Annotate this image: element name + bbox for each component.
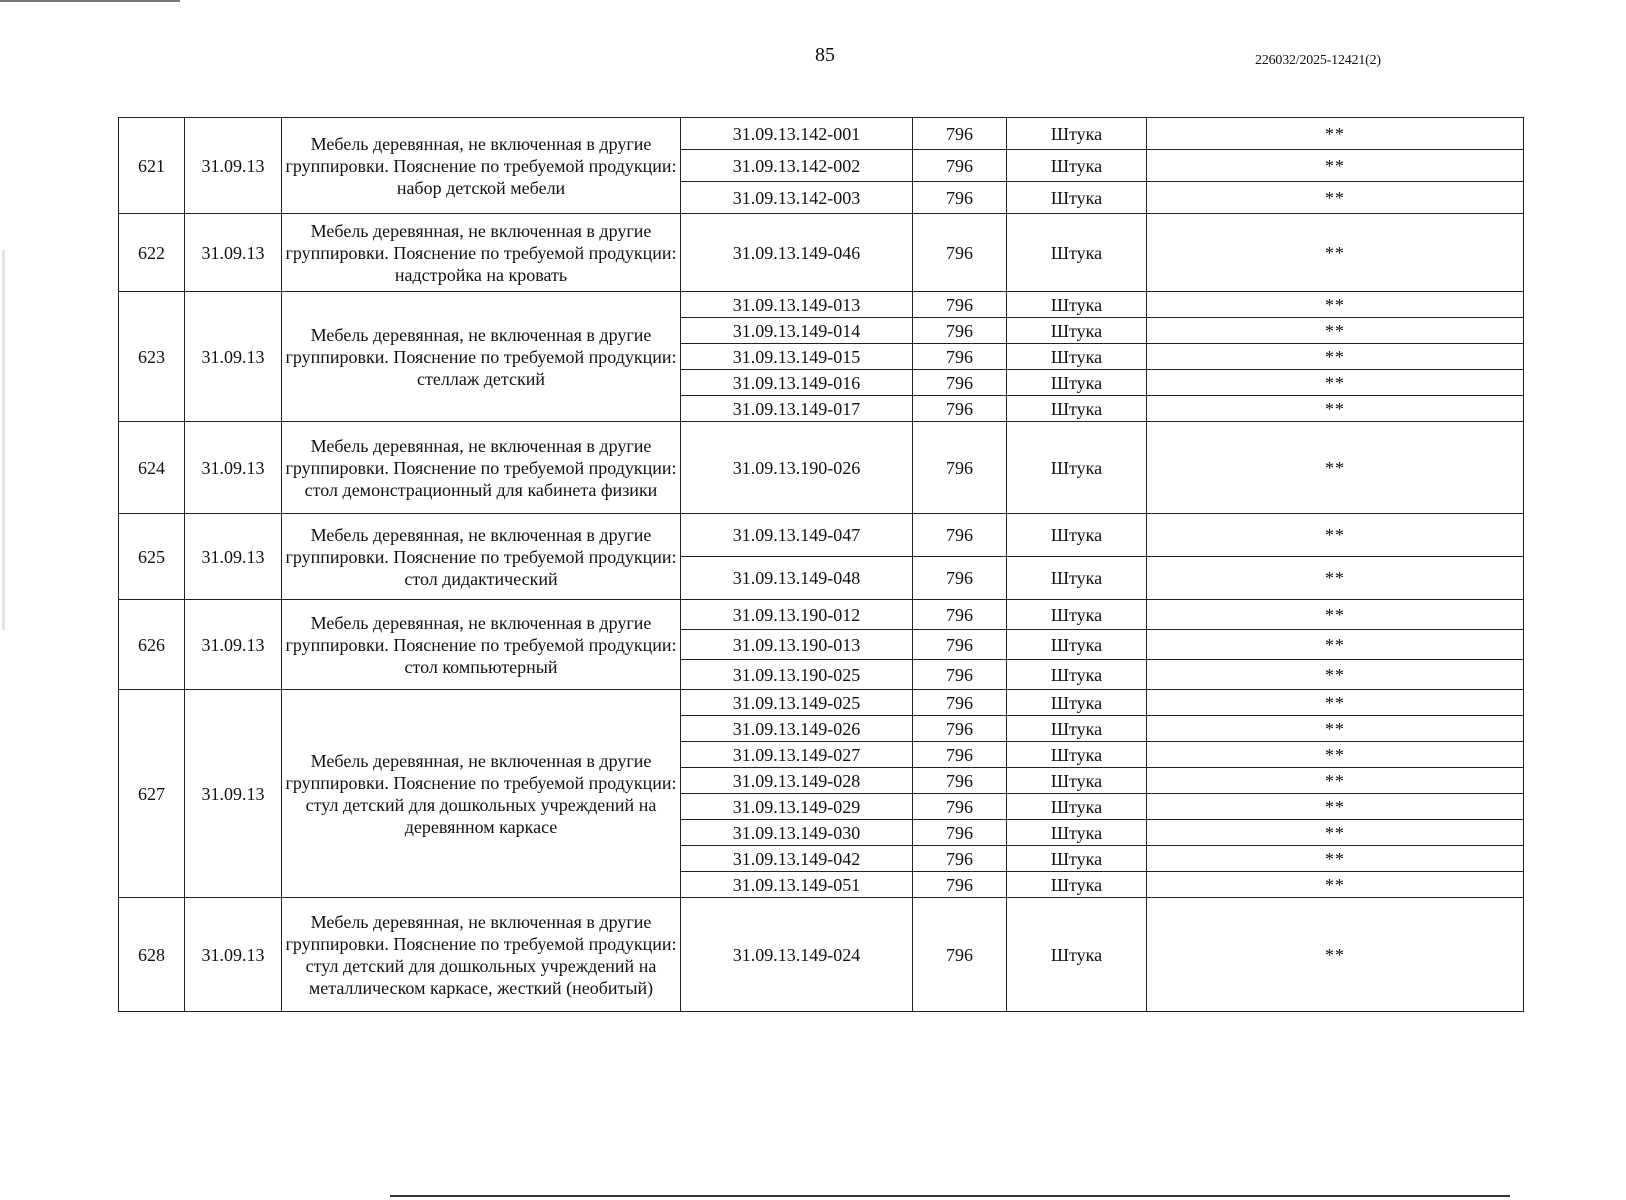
ktru-code-cell: 31.09.13.190-013 (681, 630, 913, 660)
okei-code-cell: 796 (913, 846, 1007, 872)
ktru-code-cell: 31.09.13.149-014 (681, 318, 913, 344)
unit-cell: Штука (1007, 630, 1147, 660)
mark-cell: ** (1147, 846, 1524, 872)
unit-cell: Штука (1007, 690, 1147, 716)
ktru-code-cell: 31.09.13.149-029 (681, 794, 913, 820)
okei-code-cell: 796 (913, 630, 1007, 660)
okpd-code-cell: 31.09.13 (185, 514, 282, 600)
okei-code-cell: 796 (913, 768, 1007, 794)
table-row (119, 600, 1524, 630)
table-row (119, 514, 1524, 557)
table-row (119, 898, 1524, 1012)
okei-code-cell: 796 (913, 820, 1007, 846)
mark-cell: ** (1147, 600, 1524, 630)
okei-code-cell: 796 (913, 557, 1007, 600)
ktru-code-cell: 31.09.13.149-016 (681, 370, 913, 396)
products-table-body (119, 118, 1524, 1012)
ktru-code-cell: 31.09.13.149-028 (681, 768, 913, 794)
unit-cell: Штука (1007, 660, 1147, 690)
scan-bottom-line (390, 1195, 1510, 1197)
okpd-code-cell: 31.09.13 (185, 292, 282, 422)
mark-cell: ** (1147, 630, 1524, 660)
okei-code-cell: 796 (913, 872, 1007, 898)
unit-cell: Штука (1007, 898, 1147, 1012)
mark-cell: ** (1147, 214, 1524, 292)
okei-code-cell: 796 (913, 214, 1007, 292)
unit-cell: Штука (1007, 742, 1147, 768)
row-number-cell: 622 (119, 214, 185, 292)
mark-cell: ** (1147, 344, 1524, 370)
unit-cell: Штука (1007, 600, 1147, 630)
description-cell: Мебель деревянная, не включенная в другие группировки. Пояснение по требуемой продукции: стул детский для дошкольных учреждений на деревянном каркасе (282, 690, 681, 898)
scan-edge-line (0, 0, 180, 2)
description-cell: Мебель деревянная, не включенная в другие группировки. Пояснение по требуемой продукции: стол дидактический (282, 514, 681, 600)
mark-cell: ** (1147, 716, 1524, 742)
unit-cell: Штука (1007, 514, 1147, 557)
ktru-code-cell: 31.09.13.149-051 (681, 872, 913, 898)
ktru-code-cell: 31.09.13.142-001 (681, 118, 913, 150)
table-row (119, 292, 1524, 318)
ktru-code-cell: 31.09.13.149-024 (681, 898, 913, 1012)
unit-cell: Штука (1007, 292, 1147, 318)
okpd-code-cell: 31.09.13 (185, 898, 282, 1012)
row-number-cell: 627 (119, 690, 185, 898)
ktru-code-cell: 31.09.13.149-013 (681, 292, 913, 318)
mark-cell: ** (1147, 660, 1524, 690)
unit-cell: Штука (1007, 344, 1147, 370)
ktru-code-cell: 31.09.13.142-002 (681, 150, 913, 182)
ktru-code-cell: 31.09.13.149-025 (681, 690, 913, 716)
unit-cell: Штука (1007, 794, 1147, 820)
okei-code-cell: 796 (913, 292, 1007, 318)
unit-cell: Штука (1007, 872, 1147, 898)
mark-cell: ** (1147, 370, 1524, 396)
ktru-code-cell: 31.09.13.190-025 (681, 660, 913, 690)
unit-cell: Штука (1007, 846, 1147, 872)
mark-cell: ** (1147, 118, 1524, 150)
okei-code-cell: 796 (913, 150, 1007, 182)
unit-cell: Штука (1007, 118, 1147, 150)
mark-cell: ** (1147, 690, 1524, 716)
okei-code-cell: 796 (913, 370, 1007, 396)
mark-cell: ** (1147, 318, 1524, 344)
table-row (119, 690, 1524, 716)
mark-cell: ** (1147, 794, 1524, 820)
okei-code-cell: 796 (913, 396, 1007, 422)
okei-code-cell: 796 (913, 344, 1007, 370)
okei-code-cell: 796 (913, 422, 1007, 514)
mark-cell: ** (1147, 872, 1524, 898)
row-number-cell: 626 (119, 600, 185, 690)
unit-cell: Штука (1007, 318, 1147, 344)
ktru-code-cell: 31.09.13.149-046 (681, 214, 913, 292)
description-cell: Мебель деревянная, не включенная в другие группировки. Пояснение по требуемой продукции: надстройка на кровать (282, 214, 681, 292)
description-cell: Мебель деревянная, не включенная в другие группировки. Пояснение по требуемой продукции: стол компьютерный (282, 600, 681, 690)
okei-code-cell: 796 (913, 660, 1007, 690)
ktru-code-cell: 31.09.13.190-026 (681, 422, 913, 514)
unit-cell: Штука (1007, 396, 1147, 422)
mark-cell: ** (1147, 820, 1524, 846)
mark-cell: ** (1147, 422, 1524, 514)
okpd-code-cell: 31.09.13 (185, 422, 282, 514)
description-cell: Мебель деревянная, не включенная в другие группировки. Пояснение по требуемой продукции: стул детский для дошкольных учреждений на металлическом каркасе, жесткий (необитый) (282, 898, 681, 1012)
okei-code-cell: 796 (913, 118, 1007, 150)
description-cell: Мебель деревянная, не включенная в другие группировки. Пояснение по требуемой продукции: набор детской мебели (282, 118, 681, 214)
unit-cell: Штука (1007, 768, 1147, 794)
okpd-code-cell: 31.09.13 (185, 214, 282, 292)
table-row (119, 422, 1524, 514)
unit-cell: Штука (1007, 422, 1147, 514)
ktru-code-cell: 31.09.13.149-042 (681, 846, 913, 872)
ktru-code-cell: 31.09.13.149-027 (681, 742, 913, 768)
description-cell: Мебель деревянная, не включенная в другие группировки. Пояснение по требуемой продукции: стол демонстрационный для кабинета физики (282, 422, 681, 514)
row-number-cell: 621 (119, 118, 185, 214)
okpd-code-cell: 31.09.13 (185, 600, 282, 690)
row-number-cell: 623 (119, 292, 185, 422)
ktru-code-cell: 31.09.13.149-017 (681, 396, 913, 422)
row-number-cell: 628 (119, 898, 185, 1012)
products-table (118, 117, 1524, 1012)
okei-code-cell: 796 (913, 318, 1007, 344)
mark-cell: ** (1147, 150, 1524, 182)
table-row (119, 118, 1524, 150)
okei-code-cell: 796 (913, 898, 1007, 1012)
ktru-code-cell: 31.09.13.149-048 (681, 557, 913, 600)
unit-cell: Штука (1007, 370, 1147, 396)
unit-cell: Штука (1007, 557, 1147, 600)
ktru-code-cell: 31.09.13.149-015 (681, 344, 913, 370)
table-row (119, 214, 1524, 292)
mark-cell: ** (1147, 182, 1524, 214)
okei-code-cell: 796 (913, 182, 1007, 214)
mark-cell: ** (1147, 742, 1524, 768)
mark-cell: ** (1147, 396, 1524, 422)
ktru-code-cell: 31.09.13.142-003 (681, 182, 913, 214)
description-cell: Мебель деревянная, не включенная в другие группировки. Пояснение по требуемой продукции: стеллаж детский (282, 292, 681, 422)
okpd-code-cell: 31.09.13 (185, 690, 282, 898)
unit-cell: Штука (1007, 716, 1147, 742)
page-number: 85 (815, 44, 835, 66)
unit-cell: Штука (1007, 214, 1147, 292)
okpd-code-cell: 31.09.13 (185, 118, 282, 214)
ktru-code-cell: 31.09.13.149-047 (681, 514, 913, 557)
unit-cell: Штука (1007, 150, 1147, 182)
okei-code-cell: 796 (913, 794, 1007, 820)
okei-code-cell: 796 (913, 514, 1007, 557)
okei-code-cell: 796 (913, 716, 1007, 742)
okei-code-cell: 796 (913, 690, 1007, 716)
mark-cell: ** (1147, 292, 1524, 318)
ktru-code-cell: 31.09.13.149-026 (681, 716, 913, 742)
document-registration-code: 226032/2025-12421(2) (1255, 53, 1381, 68)
scan-edge-shadow (2, 250, 5, 630)
unit-cell: Штука (1007, 182, 1147, 214)
ktru-code-cell: 31.09.13.149-030 (681, 820, 913, 846)
okei-code-cell: 796 (913, 600, 1007, 630)
row-number-cell: 625 (119, 514, 185, 600)
row-number-cell: 624 (119, 422, 185, 514)
mark-cell: ** (1147, 514, 1524, 557)
mark-cell: ** (1147, 898, 1524, 1012)
mark-cell: ** (1147, 557, 1524, 600)
ktru-code-cell: 31.09.13.190-012 (681, 600, 913, 630)
okei-code-cell: 796 (913, 742, 1007, 768)
mark-cell: ** (1147, 768, 1524, 794)
unit-cell: Штука (1007, 820, 1147, 846)
